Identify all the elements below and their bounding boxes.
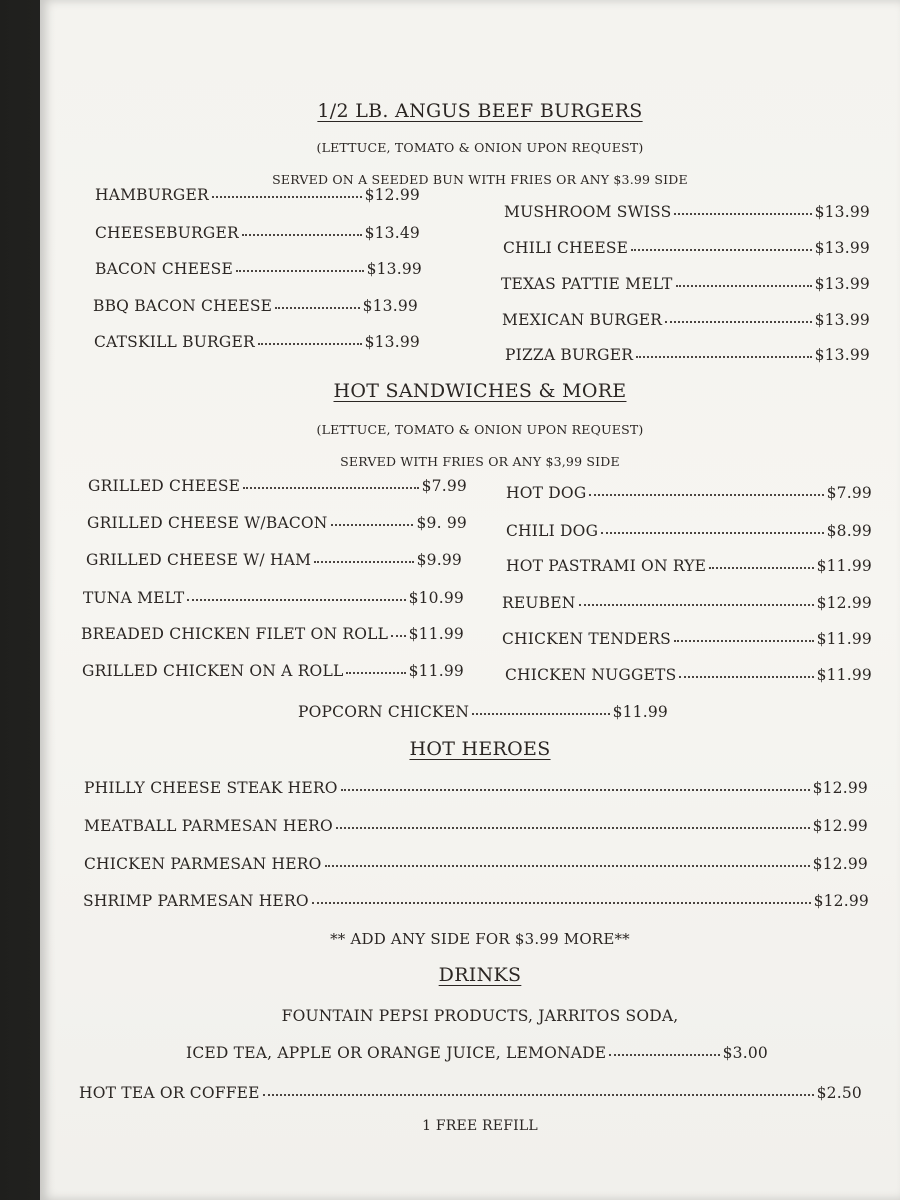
menu-item: HOT TEA OR COFFEE $2.50 (79, 1084, 862, 1102)
leader-dots (472, 701, 609, 715)
menu-item: GRILLED CHICKEN ON A ROLL $11.99 (82, 662, 464, 680)
leader-dots (346, 660, 405, 674)
menu-item: CHICKEN TENDERS $11.99 (502, 630, 872, 648)
leader-dots (275, 295, 359, 309)
sandwiches-heading: HOT SANDWICHES & MORE (333, 380, 627, 402)
sandwiches-note-1: (LETTUCE, TOMATO & ONION UPON REQUEST) (316, 422, 644, 437)
menu-item: GRILLED CHEESE W/BACON $9. 99 (87, 514, 467, 532)
leader-dots (601, 520, 823, 534)
heroes-side-note: ** ADD ANY SIDE FOR $3.99 MORE** (330, 930, 630, 948)
drinks-heading: DRINKS (438, 964, 522, 986)
leader-dots (263, 1082, 814, 1096)
burgers-heading: 1/2 LB. ANGUS BEEF BURGERS (317, 100, 643, 122)
leader-dots (636, 344, 811, 358)
leader-dots (258, 331, 362, 345)
leader-dots (242, 222, 362, 236)
menu-item: HOT PASTRAMI ON RYE $11.99 (506, 557, 872, 575)
menu-item: CHICKEN PARMESAN HERO $12.99 (84, 855, 868, 873)
menu-item: CHILI DOG $8.99 (506, 522, 872, 540)
leader-dots (589, 482, 823, 496)
menu-item: CHICKEN NUGGETS $11.99 (505, 666, 872, 684)
menu-item: MEXICAN BURGER $13.99 (502, 311, 870, 329)
refill-note: 1 FREE REFILL (422, 1118, 538, 1134)
menu-item: ICED TEA, APPLE OR ORANGE JUICE, LEMONADE $3.00 (186, 1044, 768, 1062)
leader-dots (674, 201, 811, 215)
sandwiches-note-2: SERVED WITH FRIES OR ANY $3,99 SIDE (340, 454, 620, 469)
leader-dots (679, 664, 813, 678)
leader-dots (236, 258, 364, 272)
menu-item: REUBEN $12.99 (502, 594, 872, 612)
leader-dots (579, 592, 814, 606)
menu-item: MUSHROOM SWISS $13.99 (504, 203, 870, 221)
menu-item: TEXAS PATTIE MELT $13.99 (501, 275, 870, 293)
menu-item: PIZZA BURGER $13.99 (505, 346, 870, 364)
leader-dots (212, 184, 362, 198)
menu-item: CATSKILL BURGER $13.99 (94, 333, 420, 351)
menu-item: TUNA MELT $10.99 (83, 589, 464, 607)
leader-dots (391, 623, 405, 637)
leader-dots (709, 555, 813, 569)
leader-dots (665, 309, 811, 323)
leader-dots (331, 512, 414, 526)
leader-dots (325, 853, 810, 867)
leader-dots (674, 628, 814, 642)
leader-dots (336, 815, 810, 829)
menu-item: BREADED CHICKEN FILET ON ROLL $11.99 (81, 625, 464, 643)
burgers-note-1: (LETTUCE, TOMATO & ONION UPON REQUEST) (316, 140, 644, 155)
menu-item: CHEESEBURGER $13.49 (95, 224, 420, 242)
leader-dots (609, 1042, 719, 1056)
burgers-note-2: SERVED ON A SEEDED BUN WITH FRIES OR ANY $3.99 SIDE (272, 172, 688, 187)
leader-dots (676, 273, 812, 287)
leader-dots (243, 475, 418, 489)
leader-dots (314, 549, 413, 563)
menu-item: CHILI CHEESE $13.99 (503, 239, 870, 257)
menu-item: HOT DOG $7.99 (506, 484, 872, 502)
leader-dots (187, 587, 405, 601)
menu-item: PHILLY CHEESE STEAK HERO $12.99 (84, 779, 868, 797)
menu-item: GRILLED CHEESE $7.99 (88, 477, 467, 495)
leader-dots (631, 237, 811, 251)
menu-item: POPCORN CHICKEN $11.99 (298, 703, 668, 721)
menu-item: MEATBALL PARMESAN HERO $12.99 (84, 817, 868, 835)
menu-item: SHRIMP PARMESAN HERO $12.99 (83, 892, 869, 910)
leader-dots (341, 777, 810, 791)
menu-item: BACON CHEESE $13.99 (95, 260, 422, 278)
drinks-line-1: FOUNTAIN PEPSI PRODUCTS, JARRITOS SODA, (281, 1007, 679, 1025)
leader-dots (312, 890, 811, 904)
heroes-heading: HOT HEROES (409, 738, 551, 760)
menu-page (40, 0, 900, 1200)
menu-item: HAMBURGER $12.99 (95, 186, 420, 204)
menu-item: GRILLED CHEESE W/ HAM $9.99 (86, 551, 462, 569)
menu-item: BBQ BACON CHEESE $13.99 (93, 297, 418, 315)
